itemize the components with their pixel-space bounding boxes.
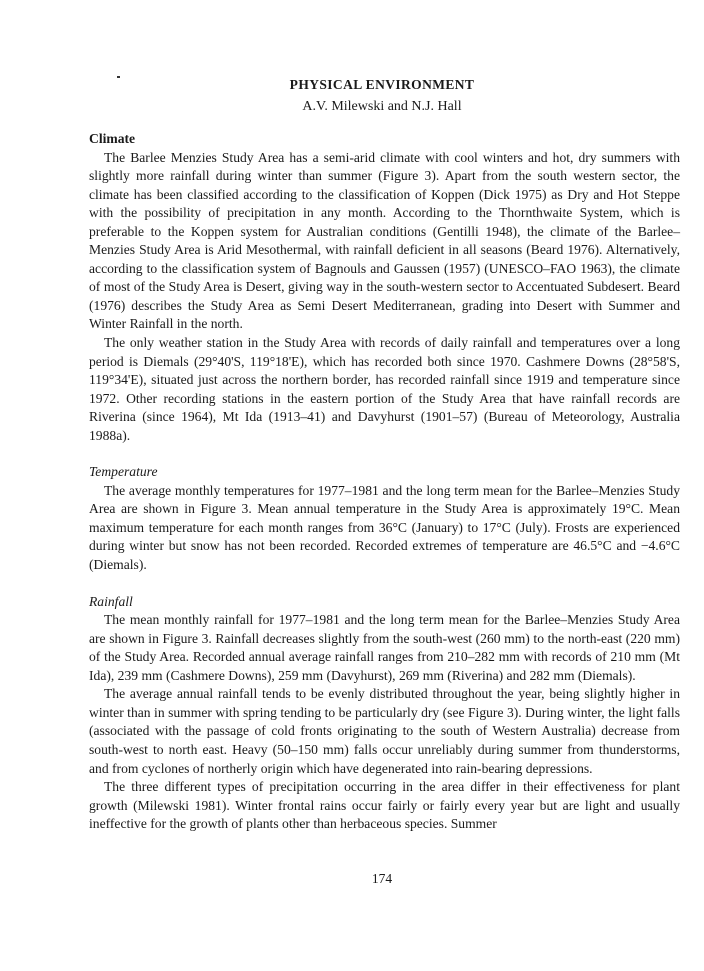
body-text — [89, 130, 680, 834]
section-heading-rainfall: Rainfall — [89, 593, 133, 609]
section-heading-temperature: Temperature — [89, 464, 158, 480]
paragraph: The three different types of precipitation occurring in the area differ in their effectiveness for plant growth (Milewski 1981). Winter frontal rains occur fairly or fairly every year but are light and usually ineffective for the growth of plants other than herbaceous species. Summer — [89, 779, 680, 832]
paragraph: The average annual rainfall tends to be evenly distributed throughout the year, being slightly higher in winter than in summer with spring tending to be particularly dry (see Figure 3). During winter, the light falls (associated with the passage of cold fronts originating to the south of Western Australia) decrease from south-west to north east. Heavy (50–150 mm) falls occur unreliably during summer from thunderstorms, and from cyclones of northerly origin which have degenerated into rain-bearing depressions. — [89, 686, 680, 776]
paragraph: The Barlee Menzies Study Area has a semi-arid climate with cool winters and hot, dry summers with slightly more rainfall during winter than summer (Figure 3). Apart from the south western sector, the climate has been classified according to the classification of Koppen (Dick 1975) as Dry and Hot Steppe with the possibility of precipitation in any month. According to the Thornthwaite System, which is preferable to the Koppen system for Australian conditions (Gentilli 1948), the climate of the Barlee–Menzies Study Area is Arid Mesothermal, with rainfall deficient in all seasons (Beard 1976). Alternatively, according to the classification system of Bagnouls and Gaussen (1957) (UNESCO–FAO 1963), the climate of most of the Study Area is Desert, giving way in the south-western sector to Accentuated Subdesert. Beard (1976) describes the Study Area as Semi Desert Mediterranean, grading into Desert with Summer and Winter Rainfall in the north. — [89, 149, 680, 332]
paragraph: The mean monthly rainfall for 1977–1981 and the long term mean for the Barlee–Menzies Study Area are shown in Figure 3. Rainfall decreases slightly from the south-west (260 mm) to the north-east (220 mm) of the Study Area. Recorded annual average rainfall ranges from 210–282 mm with records of 210 mm (Mt Ida), 239 mm (Cashmere Downs), 259 mm (Davyhurst), 269 mm (Riverina) and 282 mm (Diemals). — [89, 612, 680, 683]
authors-line: A.V. Milewski and N.J. Hall — [302, 99, 462, 114]
page-number: 174 — [371, 871, 393, 886]
paragraph: The average monthly temperatures for 1977–1981 and the long term mean for the Barlee–Menzies Study Area are shown in Figure 3. Mean annual temperature in the Study Area is approximately 19°C. Mean maximum temperature for each month ranges from 36°C (January) to 17°C (July). Frosts are experienced during winter but snow has not been recorded. Recorded extremes of temperature are 46.5°C and −4.6°C (Diemals). — [89, 482, 680, 573]
section-gap — [89, 445, 680, 463]
section-heading-climate: Climate — [89, 131, 136, 146]
paragraph: The only weather station in the Study Area with records of daily rainfall and temperatures over a long period is Diemals (29°40'S, 119°18'E), which has recorded both since 1970. Cashmere Downs (28°58'S, 119°34'E), situated just across the northern border, has recorded rainfall since 1919 and temperature since 1972. Other recording stations in the eastern portion of the Study Area that have rainfall records are Riverina (since 1964), Mt Ida (1913–41) and Davyhurst (1901–57) (Bureau of Meteorology, Australia 1988a). — [89, 335, 680, 443]
section-gap — [89, 575, 680, 593]
page-title: PHYSICAL ENVIRONMENT — [289, 77, 475, 92]
